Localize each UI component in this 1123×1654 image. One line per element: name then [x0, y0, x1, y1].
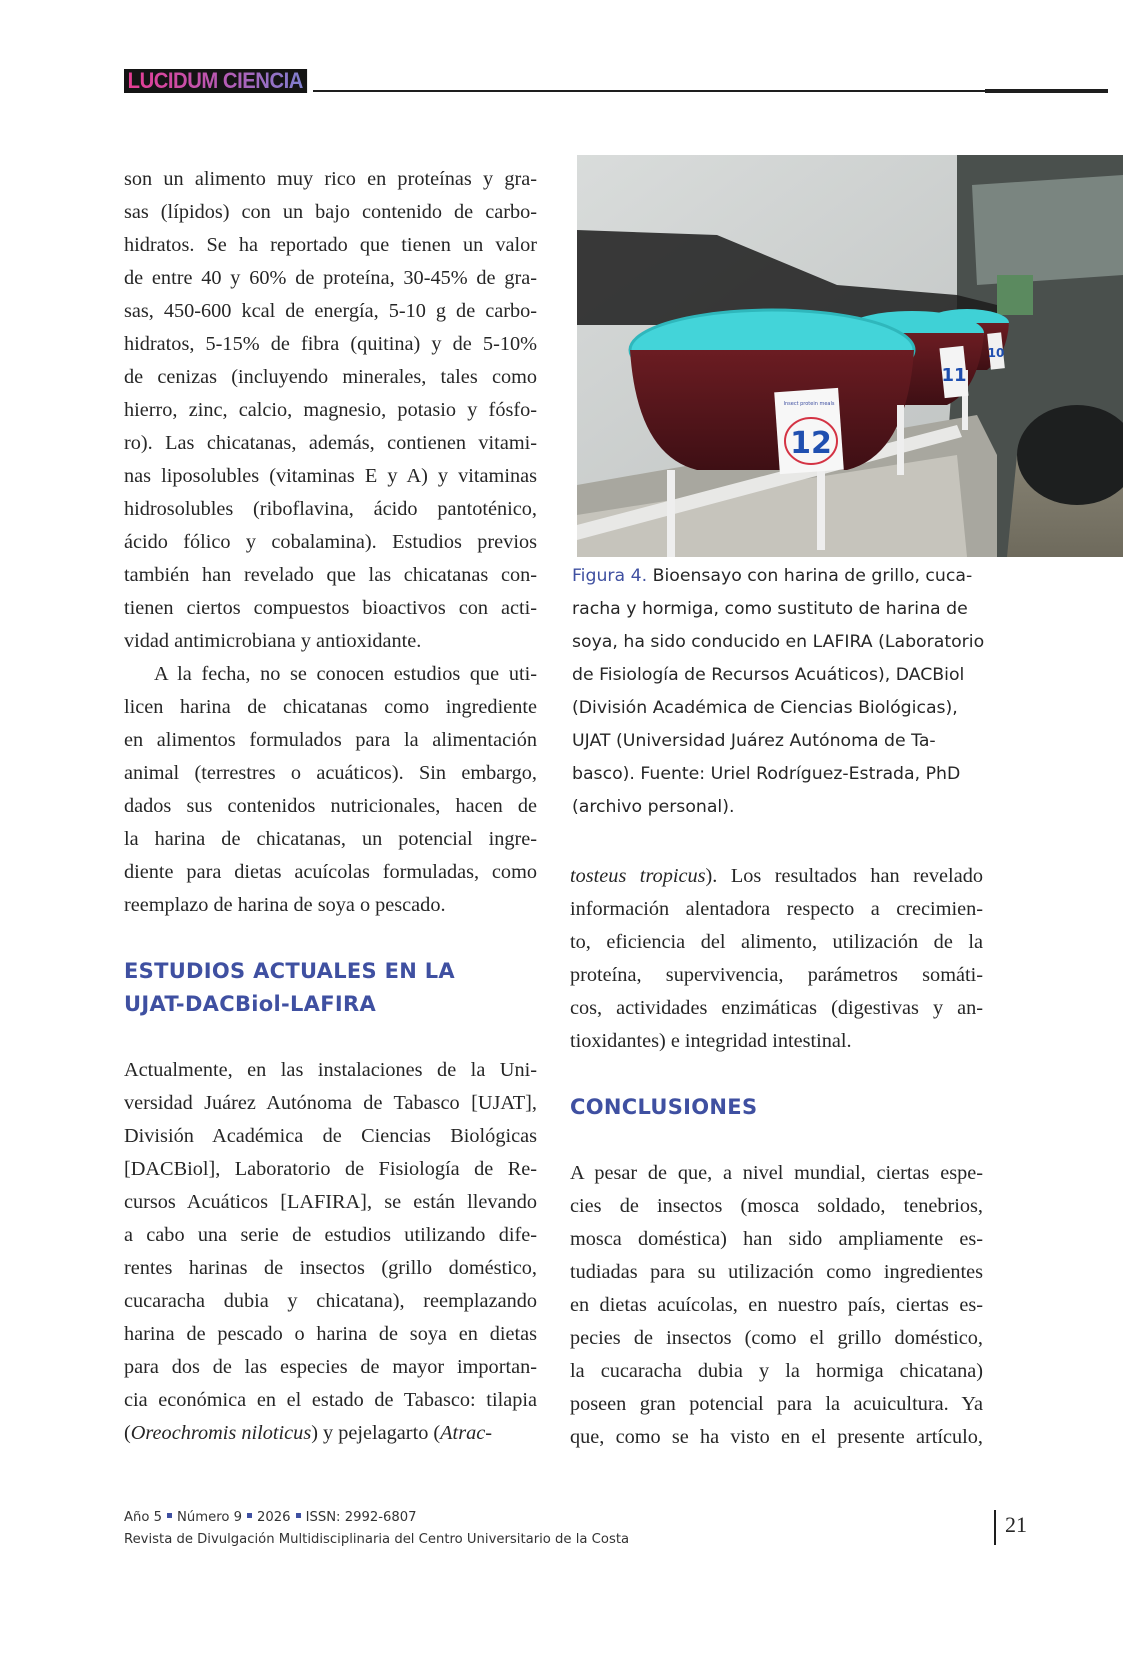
- paragraph-line: cos, actividades enzimáticas (digestivas y an-: [570, 997, 983, 1019]
- paragraph-line: diente para dietas acuícolas formuladas, como: [124, 861, 537, 883]
- tank-number: 12: [790, 426, 832, 461]
- paragraph-line: [DACBiol], Laboratorio de Fisiología de Re-: [124, 1158, 537, 1180]
- paragraph-nutrition: [124, 163, 537, 658]
- paragraph-line: vidad antimicrobiana y antioxidante.: [124, 630, 422, 652]
- paragraph-line: hidratos. Se ha reportado que tienen un valor: [124, 234, 537, 256]
- paragraph-line: cucaracha dubia y chicatana), reemplazando: [124, 1290, 537, 1312]
- paragraph-line: de cenizas (incluyendo minerales, tales como: [124, 366, 537, 388]
- paragraph-conclusions: [570, 1157, 983, 1454]
- page-number: 21: [1005, 1512, 1027, 1537]
- journal-logo: LUCIDUM CIENCIA: [124, 69, 307, 93]
- caption-line: Figura 4. Bioensayo con harina de grillo, cuca-: [572, 566, 973, 586]
- separator-dot: [247, 1513, 252, 1518]
- paragraph-line: animal (terrestres o acuáticos). Sin embargo,: [124, 762, 537, 784]
- paragraph-results: [570, 860, 983, 1058]
- paragraph-chicatanas-flour: [124, 658, 537, 922]
- paragraph-line: licen harina de chicatanas como ingrediente: [124, 696, 537, 718]
- paragraph-line: también han revelado que las chicatanas con-: [124, 564, 537, 586]
- paragraph-line: poseen gran potencial para la acuicultura. Ya: [570, 1393, 983, 1415]
- left-column: [124, 163, 537, 1450]
- paragraph-line: ro). Las chicatanas, además, contienen vitami-: [124, 432, 537, 454]
- caption-line: soya, ha sido conducido en LAFIRA (Laboratorio: [572, 632, 985, 652]
- paragraph-line: División Académica de Ciencias Biológicas: [124, 1125, 537, 1147]
- footer: [124, 1507, 629, 1551]
- paragraph-line: son un alimento muy rico en proteínas y gra-: [124, 168, 537, 190]
- species-name: Oreochromis niloticus: [130, 1422, 312, 1444]
- paragraph-line: tosteus tropicus). Los resultados han revelado: [570, 865, 983, 887]
- paragraph-line: A pesar de que, a nivel mundial, ciertas espe-: [570, 1162, 983, 1184]
- section-heading-current-studies: [124, 955, 537, 1021]
- paragraph-line: cies de insectos (mosca soldado, tenebrios,: [570, 1195, 983, 1217]
- paragraph-line: que, como se ha visto en el presente artículo,: [570, 1426, 983, 1448]
- tank-number: 11: [941, 365, 967, 386]
- separator-dot: [296, 1513, 301, 1518]
- caption-line: basco). Fuente: Uriel Rodríguez-Estrada, PhD: [572, 764, 961, 784]
- caption-line: de Fisiología de Recursos Acuáticos), DACBiol: [572, 665, 965, 685]
- paragraph-line: sas, 450-600 kcal de energía, 5-10 g de carbo-: [124, 300, 537, 322]
- paragraph-line: (Oreochromis niloticus) y pejelagarto (Atrac-: [124, 1422, 492, 1444]
- header-rule-accent: [985, 89, 1108, 93]
- paragraph-line: A la fecha, no se conocen estudios que uti-: [154, 663, 537, 685]
- separator-dot: [167, 1513, 172, 1518]
- tank-label: Insect protein meals: [783, 401, 835, 407]
- paragraph-line: hierro, zinc, calcio, magnesio, potasio y fósfo-: [124, 399, 537, 421]
- paragraph-line: información alentadora respecto a crecimien-: [570, 898, 983, 920]
- paragraph-line: de entre 40 y 60% de proteína, 30-45% de gra-: [124, 267, 537, 289]
- paragraph-line: cursos Acuáticos [LAFIRA], se están llevando: [124, 1191, 537, 1213]
- figure-caption: [572, 560, 992, 824]
- paragraph-current-studies: [124, 1054, 537, 1450]
- paragraph-line: tioxidantes) e integridad intestinal.: [570, 1030, 852, 1052]
- header-rule: [313, 90, 985, 92]
- tank-number: 10: [987, 346, 1005, 360]
- issue-info: Año 5 Número 9 2026 ISSN: 2992-6807: [124, 1510, 417, 1525]
- paragraph-line: a cabo una serie de estudios utilizando dife-: [124, 1224, 537, 1246]
- section-heading-conclusions: CONCLUSIONES: [570, 1095, 758, 1119]
- paragraph-line: mosca doméstica) han sido ampliamente es-: [570, 1228, 983, 1250]
- paragraph-line: harina de pescado o harina de soya en dietas: [124, 1323, 537, 1345]
- paragraph-line: en dietas acuícolas, en nuestro país, ciertas es-: [570, 1294, 983, 1316]
- caption-line: UJAT (Universidad Juárez Autónoma de Ta-: [572, 731, 936, 751]
- paragraph-line: Actualmente, en las instalaciones de la Uni-: [124, 1059, 537, 1081]
- paragraph-line: sas (lípidos) con un bajo contenido de carbo-: [124, 201, 537, 223]
- paragraph-line: pecies de insectos (como el grillo doméstico,: [570, 1327, 983, 1349]
- paragraph-line: en alimentos formulados para la alimentación: [124, 729, 537, 751]
- paragraph-line: la cucaracha dubia y la hormiga chicatana): [570, 1360, 983, 1382]
- caption-line: racha y hormiga, como sustituto de harina de: [572, 599, 968, 619]
- paragraph-line: hidratos, 5-15% de fibra (quitina) y de 5-10%: [124, 333, 537, 355]
- paragraph-line: versidad Juárez Autónoma de Tabasco [UJAT],: [124, 1092, 537, 1114]
- paragraph-line: tienen ciertos compuestos bioactivos con acti-: [124, 597, 537, 619]
- paragraph-line: ácido fólico y cobalamina). Estudios previos: [124, 531, 537, 553]
- paragraph-line: cia económica en el estado de Tabasco: tilapia: [124, 1389, 537, 1411]
- paragraph-line: la harina de chicatanas, un potencial ingre-: [124, 828, 537, 850]
- species-name: tosteus tropicus: [570, 865, 706, 887]
- heading-line: UJAT-DACBiol-LAFIRA: [124, 992, 376, 1016]
- paragraph-line: proteína, supervivencia, parámetros somáti-: [570, 964, 983, 986]
- paragraph-line: para dos de las especies de mayor importan-: [124, 1356, 537, 1378]
- paragraph-line: rentes harinas de insectos (grillo doméstico,: [124, 1257, 537, 1279]
- journal-name: Revista de Divulgación Multidisciplinaria del Centro Universitario de la Costa: [124, 1532, 630, 1547]
- paragraph-line: reemplazo de harina de soya o pescado.: [124, 894, 446, 916]
- paragraph-line: nas liposolubles (vitaminas E y A) y vitaminas: [124, 465, 537, 487]
- heading-line: ESTUDIOS ACTUALES EN LA: [124, 959, 455, 983]
- right-column: [570, 860, 983, 1454]
- species-name: Atrac-: [440, 1422, 492, 1444]
- page-number-rule: [994, 1510, 996, 1545]
- paragraph-line: tudiadas para su utilización como ingredientes: [570, 1261, 983, 1283]
- figure-4-photo: [577, 155, 1123, 557]
- paragraph-line: hidrosolubles (riboflavina, ácido pantoténico,: [124, 498, 537, 520]
- paragraph-line: dados sus contenidos nutricionales, hacen de: [124, 795, 537, 817]
- caption-line: (archivo personal).: [572, 797, 735, 817]
- paragraph-line: to, eficiencia del alimento, utilización de la: [570, 931, 983, 953]
- figure-label: Figura 4.: [572, 566, 648, 586]
- caption-line: (División Académica de Ciencias Biológicas),: [572, 698, 958, 718]
